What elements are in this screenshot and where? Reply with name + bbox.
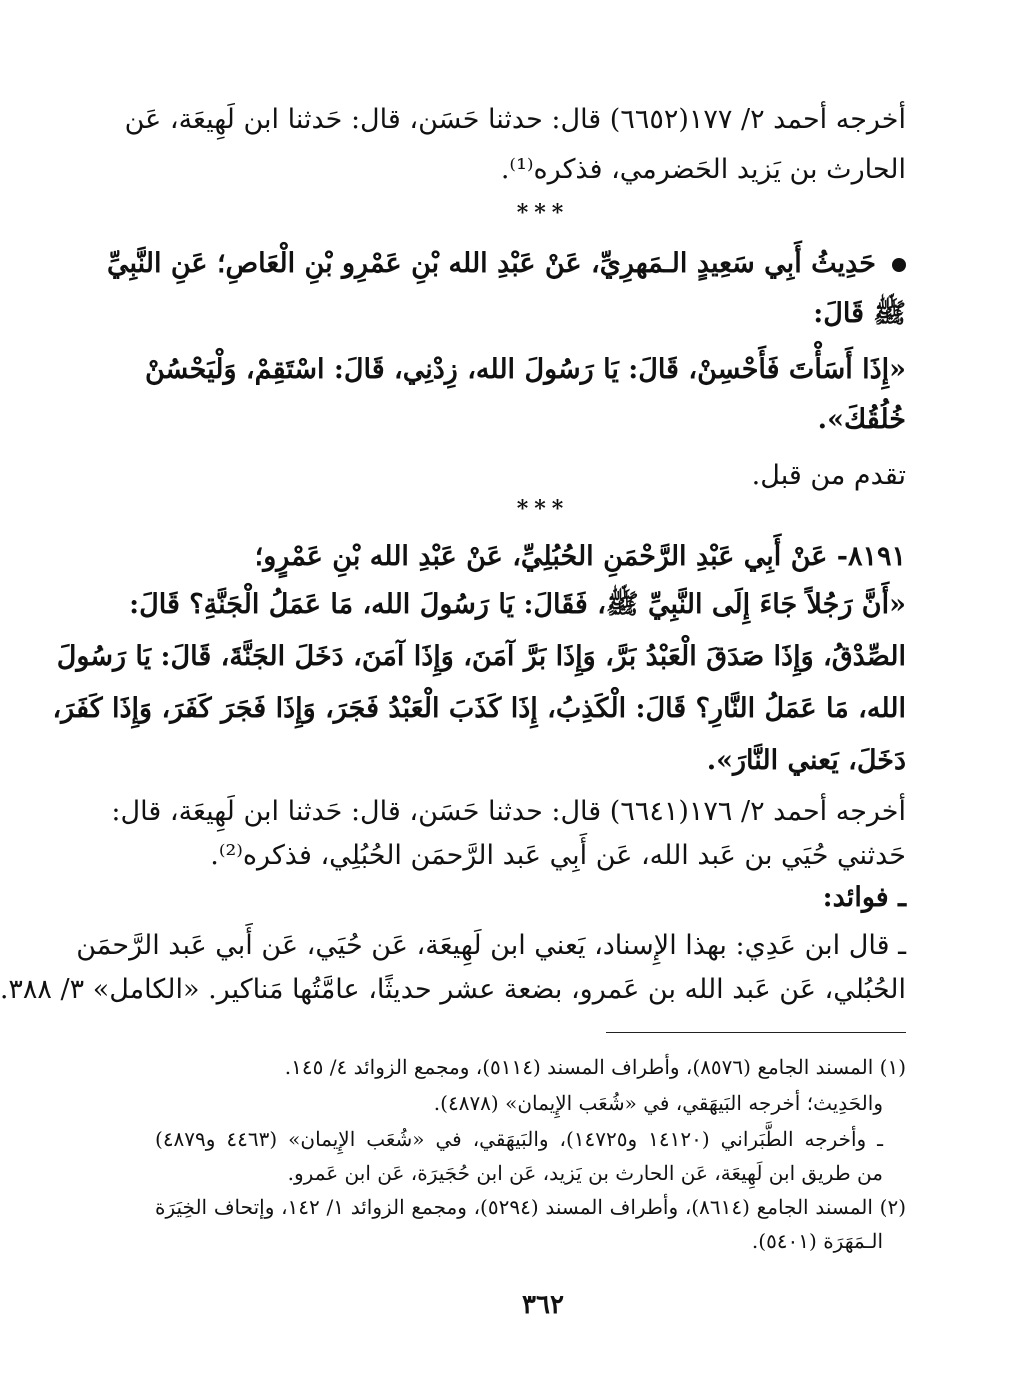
hadith-heading-line: ﷺ قَالَ:: [813, 298, 906, 329]
hadith-heading-text: حَدِيثُ أَبِي سَعِيدٍ الـمَهرِيِّ، عَنْ عَبْدِ الله بْنِ عَمْرِو بْنِ الْعَاصِ؛ عَنِ النَّبِيِّ: [106, 248, 876, 279]
hadith-heading-line: [106, 244, 906, 284]
hadith-text-line: الصِّدْقُ، وَإِذَا صَدَقَ الْعَبْدُ بَرَّ، وَإِذَا بَرَّ آمَنَ، وَإِذَا آمَنَ، دَخَلَ الجَنَّةَ، قَالَ: يَا رَسُولَ: [56, 641, 906, 672]
hadith-text-line: «إِذَا أَسَأْتَ فَأَحْسِنْ، قَالَ: يَا رَسُولَ الله، زِدْنِي، قَالَ: اسْتَقِمْ، وَلْيَحْسُنْ: [145, 354, 906, 385]
hadith-heading: ٨١٩١- عَنْ أَبِي عَبْدِ الرَّحْمَنِ الحُبُلِيِّ، عَنْ عَبْدِ الله بْنِ عَمْرٍو؛: [254, 541, 906, 572]
page-number: ٣٦٢: [522, 1290, 564, 1320]
takhrij-paragraph-line: الحارث بن يَزيد الحَضرمي، فذكره⁽¹⁾.: [500, 154, 906, 185]
fawaid-heading: ـ فوائد:: [822, 882, 906, 913]
fawaid-line: الحُبُلي، عَن عَبد الله بن عَمرو، بضعة عشر حديثًا، عامَّتُها مَناكير. «الكامل» ٣/ ٣٨٨.: [0, 974, 906, 1005]
takhrij-paragraph-line: حَدثني حُيَي بن عَبد الله، عَن أَبِي عَبد الرَّحمَن الحُبُلِي، فذكره⁽²⁾.: [210, 840, 906, 871]
hadith-text-line: دَخَلَ، يَعني النَّارَ».: [706, 745, 906, 776]
section-separator: ***: [516, 496, 570, 522]
footnote-line: من طريق ابن لَهِيعَة، عَن الحارث بن يَزيد، عَن ابن حُجَيرَة، عَن ابن عَمرو.: [287, 1161, 883, 1185]
fawaid-line: ـ قال ابن عَدِي: بهذا الإِسناد، يَعني ابن لَهِيعَة، عَن حُيَي، عَن أَبي عَبد الرَّحمَن: [76, 930, 906, 961]
footnote-line: (١) المسند الجامع (٨٥٧٦)، وأطراف المسند (٥١١٤)، ومجمع الزوائد ٤/ ١٤٥.: [284, 1055, 906, 1079]
bullet-icon: [892, 258, 906, 272]
hadith-text-line: «أَنَّ رَجُلاً جَاءَ إِلَى النَّبِيِّ ﷺ، فَقَالَ: يَا رَسُولَ الله، مَا عَمَلُ الْجَنَّةِ؟ قَالَ:: [129, 589, 906, 620]
footnote-line: ـ وأخرجه الطَّبَراني (١٤١٢٠ و١٤٧٢٥)، والبَيهَقي، في «شُعَب الإِيمان» (٤٤٦٣ و٤٨٧٩): [155, 1127, 884, 1151]
footnote-line: الـمَهَرَة (٥٤٠١).: [751, 1229, 883, 1253]
hadith-text-line: الله، مَا عَمَلُ النَّارِ؟ قَالَ: الْكَذِبُ، إِذَا كَذَبَ الْعَبْدُ فَجَرَ، وَإِذَا فَجَرَ كَفَرَ، وَإِذَا كَفَرَ،: [52, 693, 906, 724]
hadith-text-line: خُلُقُكَ».: [817, 404, 906, 435]
footnote-rule: [606, 1032, 906, 1033]
takhrij-paragraph-line: أخرجه أحمد ٢/ ١٧٦(٦٦٤١) قال: حدثنا حَسَن، قال: حَدثنا ابن لَهِيعَة، قال:: [111, 796, 906, 827]
footnote-line: والحَدِيث؛ أخرجه البَيهَقي، في «شُعَب الإِيمان» (٤٨٧٨).: [433, 1091, 883, 1115]
section-separator: ***: [516, 200, 570, 226]
hadith-note: تقدم من قبل.: [751, 460, 906, 491]
footnote-line: (٢) المسند الجامع (٨٦١٤)، وأطراف المسند (٥٢٩٤)، ومجمع الزوائد ١/ ١٤٢، وإتحاف الخِيَرَة: [155, 1195, 906, 1219]
takhrij-paragraph-line: أخرجه أحمد ٢/ ١٧٧(٦٦٥٢) قال: حدثنا حَسَن، قال: حَدثنا ابن لَهِيعَة، عَن: [124, 104, 906, 135]
